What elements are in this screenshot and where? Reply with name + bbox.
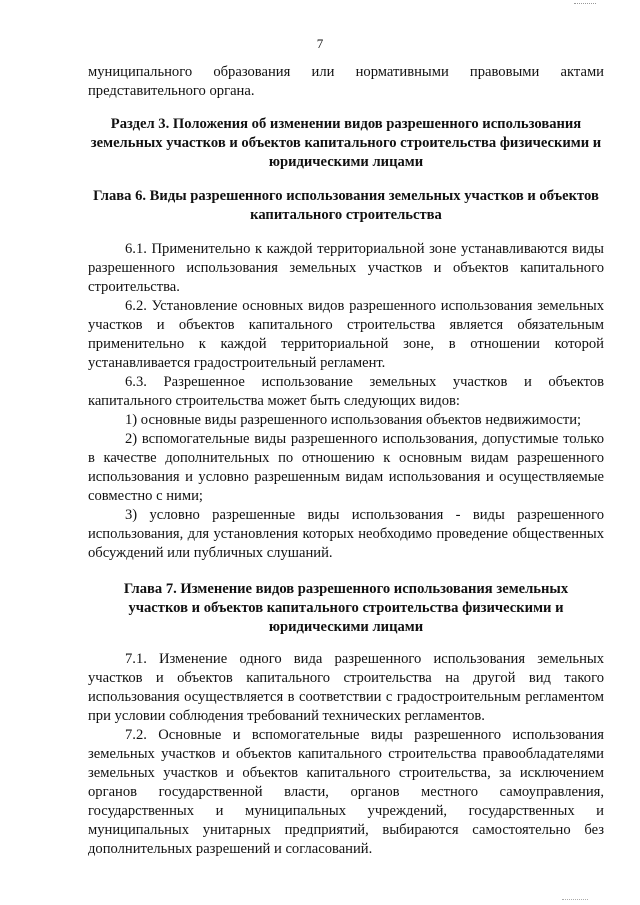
chapter-7-title [88,580,604,637]
chapter-6-title: Глава 6. Виды разрешенного использования земельных участков и объектов капитального строительства [93,188,599,223]
chapter-7-title-line-2: участков и объектов капитального строительства физическими и [128,600,564,616]
list-item-2: 2) вспомогательные виды разрешенного использования, допустимые только в качестве дополнительных по отношению к основным видам разрешенного использования и условно разрешенным видам использования и осуществляемые совместно с ними; [88,431,604,504]
paragraph-6-2: 6.2. Установление основных видов разрешенного использования земельных участков и объектов капитального строительства является обязательным применительно к каждой территориальной зоне, в отношении которой устанавливается градостроительный регламент. [88,298,604,371]
paragraph-6-3: 6.3. Разрешенное использование земельных участков и объектов капитального строительства может быть следующих видов: [88,374,604,409]
paragraph-6-1: 6.1. Применительно к каждой территориальной зоне устанавливаются виды разрешенного использования земельных участков и объектов капитального строительства. [88,241,604,295]
chapter-7-title-line-1: Глава 7. Изменение видов разрешенного использования земельных [123,581,569,597]
scan-artifact-bottom [562,899,588,903]
chapter-7-title-line-3: юридическими лицами [268,619,424,635]
document-body [88,63,604,859]
page-number: 7 [316,36,324,51]
intro-paragraph: муниципального образования или нормативными правовыми актами представительного органа. [88,64,604,99]
list-item-1: 1) основные виды разрешенного использования объектов недвижимости; [125,412,582,428]
paragraph-7-2: 7.2. Основные и вспомогательные виды разрешенного использования земельных участков и объектов капитального строительства правообладателями земельных участков и объектов капитального строительства, за исключением органов государственной власти, органов местного самоуправления, государственных и муниципальных учреждений, государственных и муниципальных унитарных предприятий, выбираются самостоятельно без дополнительных разрешений и согласований. [88,727,604,857]
section-3-title: Раздел 3. Положения об изменении видов разрешенного использования земельных участков и объектов капитального строительства физическими и юридическими лицами [90,116,602,170]
paragraph-7-1: 7.1. Изменение одного вида разрешенного использования земельных участков и объектов капитального строительства на другой вид такого использования осуществляется в соответствии с градостроительным регламентом при условии соблюдения требований технических регламентов. [88,651,604,724]
list-item-3: 3) условно разрешенные виды использования - виды разрешенного использования, для установления которых необходимо проведение общественных обсуждений или публичных слушаний. [88,507,604,561]
scan-artifact-top [574,0,596,4]
